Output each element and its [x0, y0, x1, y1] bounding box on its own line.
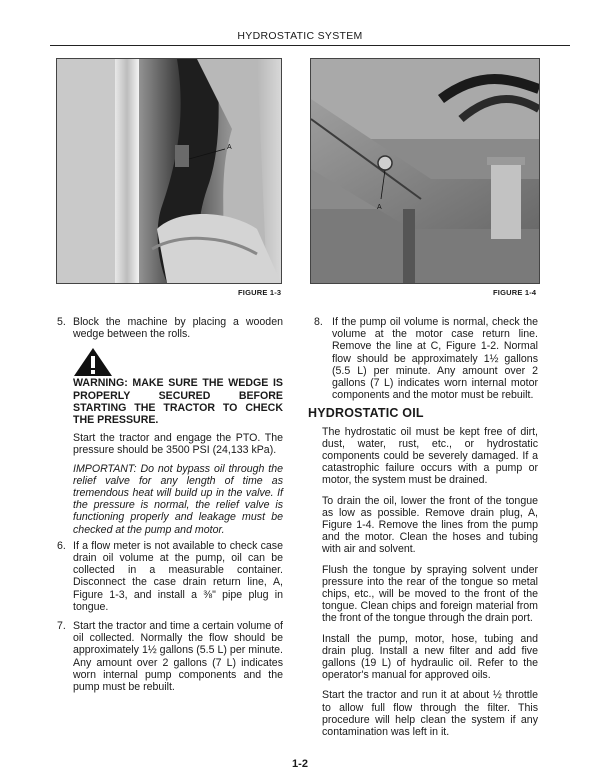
step-number: 7.	[57, 620, 66, 633]
figure-1-4-photo	[310, 58, 540, 284]
section-title: HYDROSTATIC OIL	[308, 406, 424, 421]
step-number: 5.	[57, 316, 66, 328]
step-number: 8.	[314, 316, 323, 328]
start-paragraph: Start the tractor and run it at about ½ throttle to allow full flow through the filter. This procedure will help clean the system if any contamination was left in it.	[322, 689, 538, 739]
oil-paragraph: The hydrostatic oil must be kept free of dirt, dust, water, rust, etc., or hydrostatic components could be severely damaged. If a catastrophic failure occurs with a pump or motor, the system must be drained.	[322, 425, 538, 487]
install-paragraph: Install the pump, motor, hose, tubing and drain plug. Install a new filter and add five gallons (19 L) of hydraulic oil. Refer to the operator's manual for approved oils.	[322, 632, 538, 682]
step-8	[308, 316, 538, 401]
step-text: Start the tractor and time a certain volume of oil collected. Normally the flow should be approximately 1½ gallons (5.5 L) per minute. Any amount over 2 gallons (7 L) indicates worn internal pump components and the pump must be rebuilt.	[73, 620, 283, 694]
figure-1-4-callout: A	[377, 204, 382, 211]
page-header: HYDROSTATIC SYSTEM	[237, 30, 363, 42]
warning-text: WARNING: MAKE SURE THE WEDGE IS PROPERLY SECURED BEFORE STARTING THE TRACTOR TO CHECK THE PRESSURE.	[73, 377, 283, 427]
page-number: 1-2	[292, 758, 308, 770]
step-5	[57, 316, 283, 340]
figure-1-3-callout: A	[227, 144, 232, 151]
left-column	[57, 316, 283, 700]
step-text: Block the machine by placing a wooden wedge between the rolls.	[73, 316, 283, 341]
step-number: 6.	[57, 539, 66, 552]
step-6	[57, 540, 283, 613]
step-text: If the pump oil volume is normal, check the volume at the motor case return line. Remove the line at C, Figure 1-2. Normal flow should be approximately 1½ gallons (5.5 L) per minute. Any amount over 2 gallons (7 L) indicates worn internal motor components and the motor must be rebuilt.	[332, 316, 538, 402]
step-7	[57, 620, 283, 693]
right-column	[308, 316, 538, 746]
header-rule	[50, 45, 570, 46]
step-text: If a flow meter is not available to check case drain oil volume at the pump, oil can be collected in a measurable container. Disconnect the case drain return line, A, Figure 1-3, and install a ⅜" pipe plug in tongue.	[73, 539, 283, 613]
flush-paragraph: Flush the tongue by spraying solvent under pressure into the rear of the tongue so metal chips, etc., will be moved to the front of the tongue. Clean chips and foreign material from the front of the tongue through the drain port.	[322, 563, 538, 625]
figure-1-3-caption: FIGURE 1-3	[238, 288, 282, 297]
figure-1-4-caption: FIGURE 1-4	[493, 288, 537, 297]
warning-triangle-icon	[73, 347, 113, 377]
pressure-paragraph: Start the tractor and engage the PTO. The pressure should be 3500 PSI (24,133 kPa).	[73, 432, 283, 457]
drain-paragraph: To drain the oil, lower the front of the tongue as low as possible. Remove drain plug, A, Figure 1-4. Remove the lines from the pump and the motor. Clean the hoses and tubing with air and solvent.	[322, 494, 538, 556]
important-note: IMPORTANT: Do not bypass oil through the relief valve for any length of time as tremendous heat will build up in the valve. If the pressure is normal, the relief valve is functioning properly and leakage must be checked at the pump and motor.	[73, 462, 283, 536]
figure-1-3-photo	[56, 58, 282, 284]
